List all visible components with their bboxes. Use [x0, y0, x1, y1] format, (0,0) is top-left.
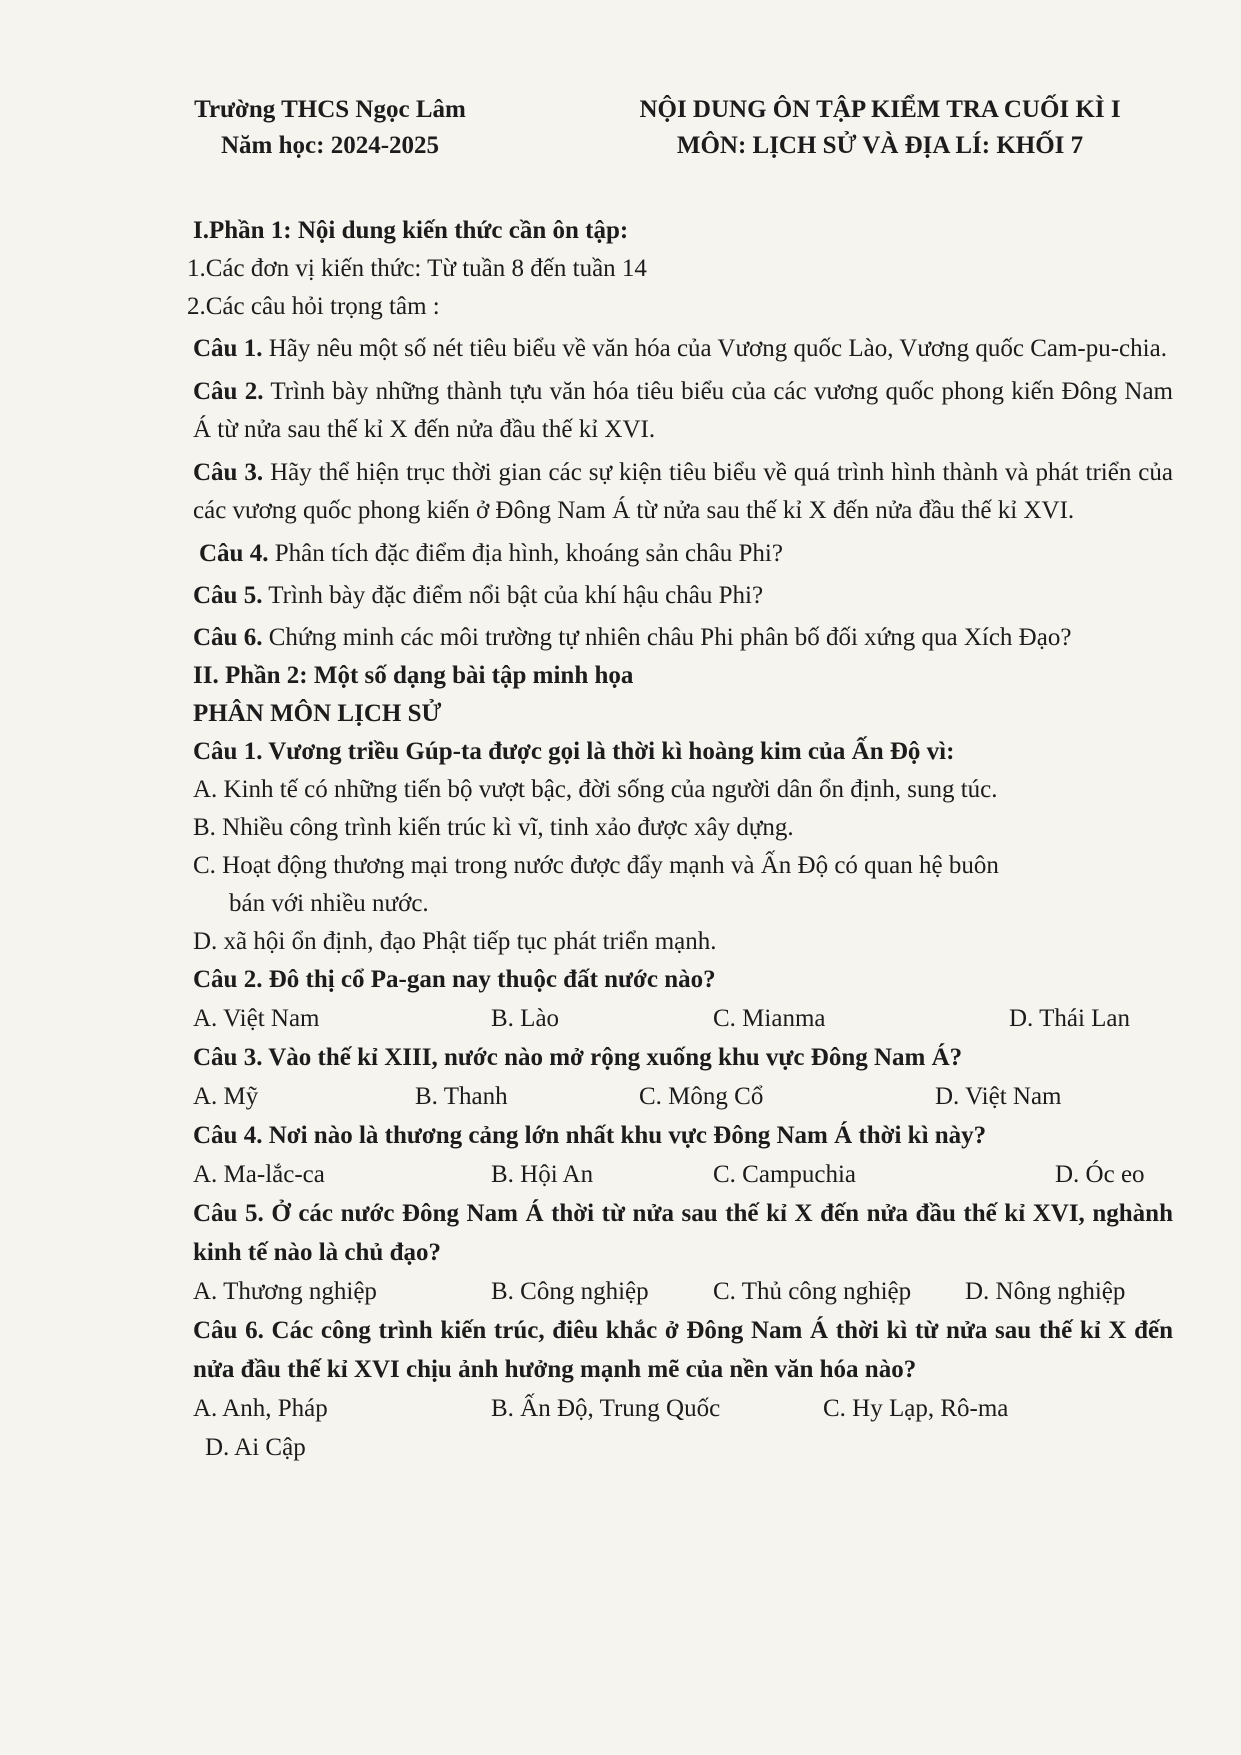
question-text: Phân tích đặc điểm địa hình, khoáng sản châu Phi? — [268, 539, 783, 567]
review-question-3 — [193, 454, 1173, 531]
question-label: Câu 1. — [193, 335, 263, 362]
mc-q2-option-a: A. Việt Nam — [193, 1005, 320, 1032]
mc-q4-option-b: B. Hội An — [491, 1161, 594, 1188]
question-label: Câu 3. — [193, 458, 264, 486]
mc-q2-options — [193, 999, 1173, 1039]
mc-q5-option-b: B. Công nghiệp — [491, 1278, 649, 1305]
question-label: Câu 2. — [193, 377, 264, 405]
mc-q2-option-d: D. Thái Lan — [1009, 1005, 1131, 1032]
question-text: Chứng minh các môi trường tự nhiên châu Phi phân bố đối xứng qua Xích Đạo? — [262, 623, 1072, 651]
school-year: Năm học: 2024-2025 — [220, 132, 440, 159]
mc-q3-option-a: A. Mỹ — [193, 1083, 259, 1110]
mc-q1-option-c: C. Hoạt động thương mại trong nước được đẩy mạnh và Ấn Độ có quan hệ buôn — [193, 852, 999, 879]
mc-q4-option-c: C. Campuchia — [713, 1161, 857, 1188]
question-text: Trình bày đặc điểm nổi bật của khí hậu châu Phi? — [262, 581, 764, 609]
mc-q1-option-a: A. Kinh tế có những tiến bộ vượt bậc, đời sống của người dân ổn định, sung túc. — [193, 776, 998, 803]
mc-question-4: Câu 4. Nơi nào là thương cảng lớn nhất khu vực Đông Nam Á thời kì này? — [193, 1122, 987, 1149]
question-label: Câu 4. — [199, 539, 269, 567]
mc-q5-option-d: D. Nông nghiệp — [965, 1278, 1126, 1305]
mc-q1-option-d: D. xã hội ổn định, đạo Phật tiếp tục phát triển mạnh. — [193, 928, 717, 955]
question-text: Trình bày những thành tựu văn hóa tiêu biểu của các vương quốc phong kiến Đông Nam Á từ nửa sau thế kỉ X đến nửa đầu thế kỉ XVI. — [193, 377, 1173, 443]
review-question-6 — [193, 619, 1173, 658]
header-right — [585, 92, 1175, 164]
review-question-1 — [193, 330, 1173, 369]
part1-heading: I.Phần 1: Nội dung kiến thức cần ôn tập: — [193, 217, 629, 244]
review-question-5 — [193, 577, 1173, 615]
mc-q1-option-c-cont: bán với nhiều nước. — [229, 890, 429, 917]
mc-q5-options — [193, 1272, 1173, 1312]
mc-q1-option-b: B. Nhiều công trình kiến trúc kì vĩ, tinh xảo được xây dựng. — [193, 814, 794, 841]
mc-question-5: Câu 5. Ở các nước Đông Nam Á thời từ nửa sau thế kỉ X đến nửa đầu thế kỉ XVI, nghành kinh tế nào là chủ đạo? — [193, 1200, 1173, 1266]
mc-q6-option-d: D. Ai Cập — [205, 1434, 306, 1461]
question-label: Câu 6. — [193, 623, 263, 651]
mc-q4-option-a: A. Ma-lắc-ca — [193, 1161, 325, 1188]
mc-q4-options — [193, 1155, 1173, 1195]
mc-q6-option-c: C. Hy Lạp, Rô-ma — [823, 1395, 1009, 1422]
mc-q3-option-c: C. Mông Cổ — [639, 1083, 764, 1110]
mc-q2-option-b: B. Lào — [491, 1005, 560, 1032]
mc-q4-option-d: D. Óc eo — [1055, 1161, 1145, 1188]
question-label: Câu 5. — [193, 581, 263, 609]
review-question-2 — [193, 373, 1173, 450]
mc-question-6: Câu 6. Các công trình kiến trúc, điêu khắc ở Đông Nam Á thời kì từ nửa sau thế kỉ X đến nửa đầu thế kỉ XVI chịu ảnh hưởng mạnh mẽ của nền văn hóa nào? — [193, 1317, 1173, 1383]
mc-q6-option-a: A. Anh, Pháp — [193, 1395, 328, 1422]
mc-q5-option-a: A. Thương nghiệp — [193, 1278, 377, 1305]
part1-units: 1.Các đơn vị kiến thức: Từ tuần 8 đến tuần 14 — [187, 255, 647, 282]
mc-q3-option-b: B. Thanh — [415, 1083, 508, 1110]
subject-heading: PHÂN MÔN LỊCH SỬ — [193, 700, 442, 727]
mc-q5-option-c: C. Thủ công nghiệp — [713, 1278, 912, 1305]
review-question-4 — [193, 535, 1173, 573]
mc-question-1: Câu 1. Vương triều Gúp-ta được gọi là thời kì hoàng kim của Ấn Độ vì: — [193, 738, 955, 765]
school-name: Trường THCS Ngọc Lâm — [194, 96, 466, 123]
mc-q6-option-b: B. Ấn Độ, Trung Quốc — [491, 1395, 721, 1422]
question-text: Hãy nêu một số nét tiêu biểu về văn hóa của Vương quốc Lào, Vương quốc Cam-pu-chia. — [262, 335, 1167, 362]
header-left — [170, 92, 490, 164]
mc-q3-option-d: D. Việt Nam — [935, 1083, 1062, 1110]
mc-q3-options — [193, 1077, 1173, 1117]
document-body — [187, 212, 1173, 1467]
subject-line: MÔN: LỊCH SỬ VÀ ĐỊA LÍ: KHỐI 7 — [676, 132, 1084, 159]
mc-q2-option-c: C. Mianma — [713, 1005, 826, 1032]
document-title: NỘI DUNG ÔN TẬP KIỂM TRA CUỐI KÌ I — [639, 96, 1121, 123]
question-text: Hãy thể hiện trục thời gian các sự kiện tiêu biểu về quá trình hình thành và phát triển của các vương quốc phong kiến ở Đông Nam Á từ nửa sau thế kỉ X đến nửa đầu thế kỉ XVI. — [193, 458, 1173, 524]
part2-heading: II. Phần 2: Một số dạng bài tập minh họa — [193, 662, 634, 689]
mc-q6-options — [193, 1389, 1173, 1429]
part1-focus: 2.Các câu hỏi trọng tâm : — [187, 293, 440, 320]
mc-question-3: Câu 3. Vào thế kỉ XIII, nước nào mở rộng xuống khu vực Đông Nam Á? — [193, 1044, 963, 1071]
mc-question-2: Câu 2. Đô thị cổ Pa-gan nay thuộc đất nước nào? — [193, 966, 716, 993]
